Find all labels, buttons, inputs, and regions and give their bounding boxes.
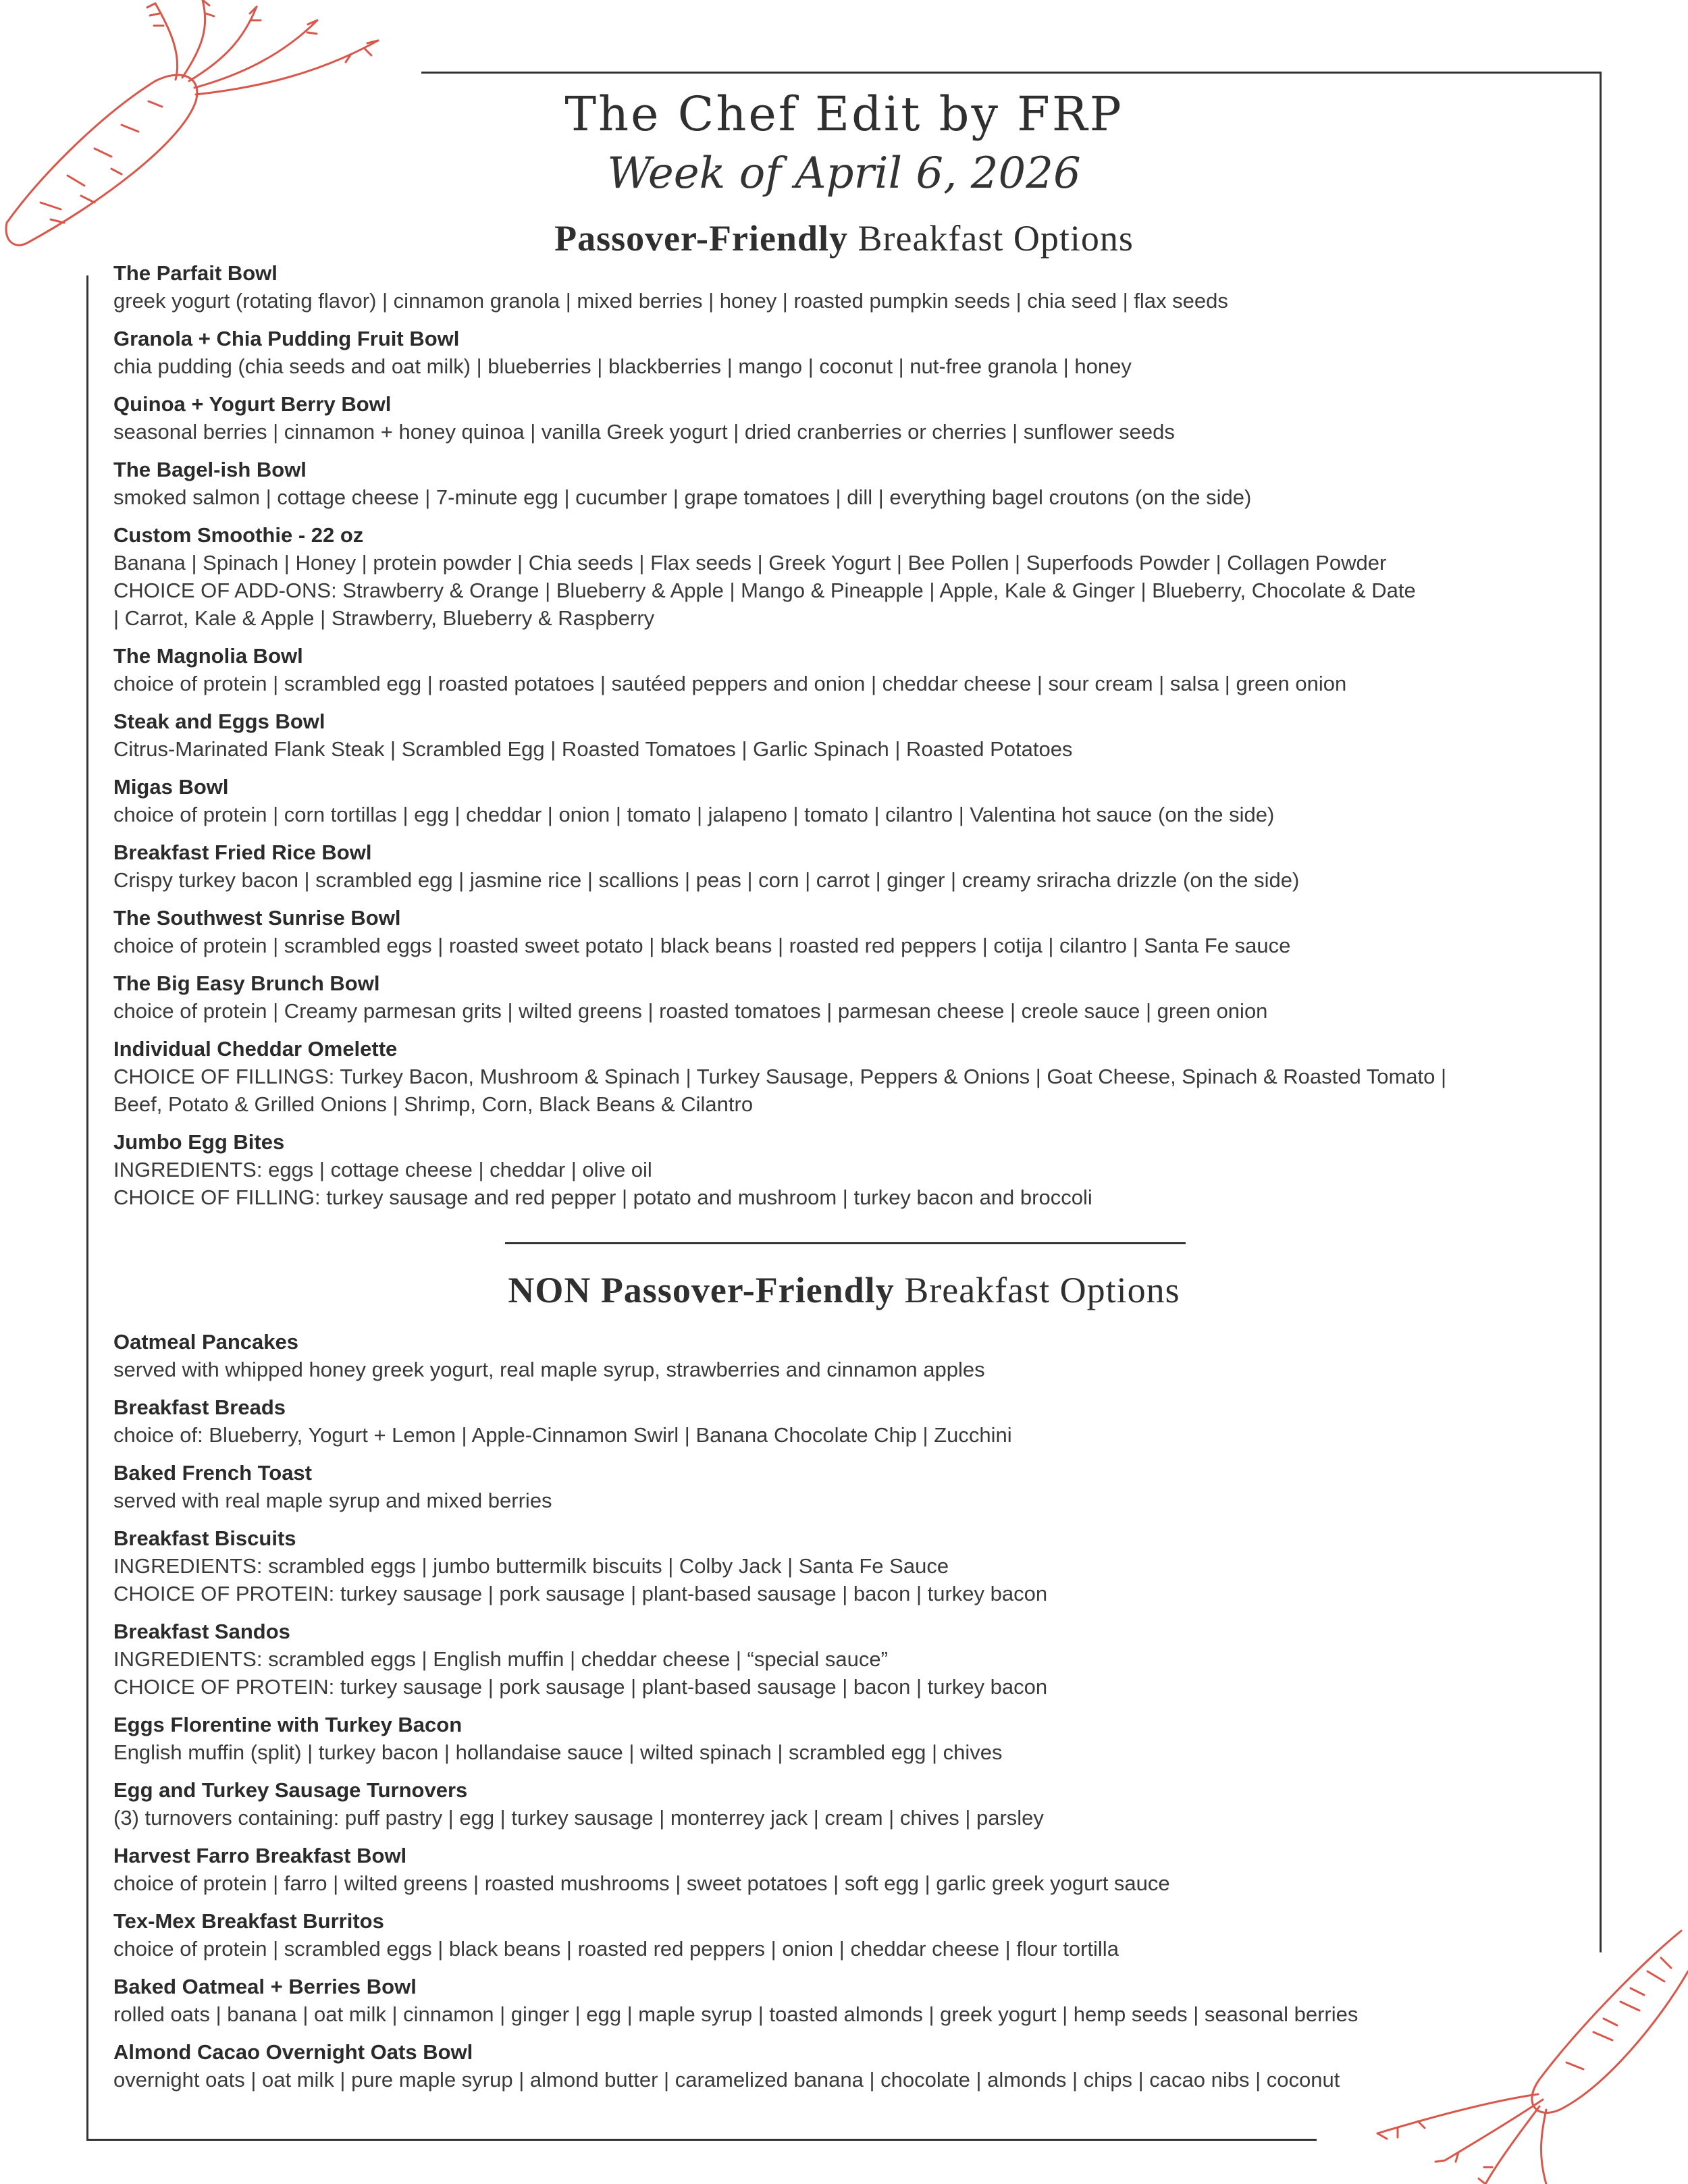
menu-item — [113, 259, 1585, 315]
menu-item-description: overnight oats | oat milk | pure maple syrup | almond butter | caramelized banana | chocolate | almonds | chips | cacao nibs | coconut — [113, 2068, 1340, 2092]
menu-item-description: CHOICE OF FILLING: turkey sausage and red pepper | potato and mushroom | turkey bacon and broccoli — [113, 1186, 1092, 1209]
menu-item-name: Baked Oatmeal + Berries Bowl — [113, 1975, 417, 1998]
menu-item — [113, 1907, 1585, 1963]
menu-item-description: INGREDIENTS: eggs | cottage cheese | cheddar | olive oil — [113, 1158, 652, 1181]
menu-item-description: choice of protein | Creamy parmesan grits | wilted greens | roasted tomatoes | parmesan cheese | creole sauce | green onion — [113, 999, 1268, 1023]
menu-item — [113, 773, 1585, 828]
menu-item-description: INGREDIENTS: scrambled eggs | jumbo buttermilk biscuits | Colby Jack | Santa Fe Sauce — [113, 1554, 949, 1578]
menu-list-non-passover — [113, 1328, 1585, 2104]
menu-item — [113, 1128, 1585, 1211]
menu-item — [113, 969, 1585, 1025]
menu-item-description: smoked salmon | cottage cheese | 7-minute egg | cucumber | grape tomatoes | dill | everything bagel croutons (on the side) — [113, 485, 1252, 509]
menu-item-description: English muffin (split) | turkey bacon | hollandaise sauce | wilted spinach | scrambled egg | chives — [113, 1740, 1003, 1764]
menu-item — [113, 390, 1585, 446]
menu-item-description: CHOICE OF FILLINGS: Turkey Bacon, Mushroom & Spinach | Turkey Sausage, Peppers & Onions | Goat Cheese, Spinach & Roasted Tomato | — [113, 1065, 1447, 1088]
menu-item-description: choice of protein | scrambled eggs | roasted sweet potato | black beans | roasted red peppers | cotija | cilantro | Santa Fe sauce — [113, 934, 1291, 957]
menu-item — [113, 1711, 1585, 1766]
menu-item-name: Harvest Farro Breakfast Bowl — [113, 1844, 407, 1867]
menu-item-name: Breakfast Biscuits — [113, 1526, 296, 1550]
menu-item — [113, 1524, 1585, 1607]
section-heading-bold: NON Passover-Friendly — [508, 1270, 895, 1310]
menu-item — [113, 456, 1585, 511]
menu-item-description: Crispy turkey bacon | scrambled egg | jasmine rice | scallions | peas | corn | carrot | ginger | creamy sriracha drizzle (on the side) — [113, 868, 1300, 892]
section-heading-non-passover — [0, 1269, 1688, 1311]
menu-item-name: Oatmeal Pancakes — [113, 1330, 299, 1354]
menu-item-name: The Bagel-ish Bowl — [113, 458, 307, 481]
menu-item-name: Migas Bowl — [113, 775, 229, 799]
section-heading-passover — [0, 217, 1688, 259]
section-divider — [505, 1242, 1186, 1244]
menu-item-description: choice of protein | farro | wilted greens | roasted mushrooms | sweet potatoes | soft egg | garlic greek yogurt sauce — [113, 1871, 1170, 1895]
frame-right-border — [1600, 72, 1602, 1952]
menu-item-name: Jumbo Egg Bites — [113, 1130, 285, 1154]
menu-item-description: rolled oats | banana | oat milk | cinnamon | ginger | egg | maple syrup | toasted almonds | greek yogurt | hemp seeds | seasonal berries — [113, 2002, 1359, 2026]
menu-item-description: chia pudding (chia seeds and oat milk) | blueberries | blackberries | mango | coconut | nut-free granola | honey — [113, 354, 1132, 378]
menu-item — [113, 642, 1585, 697]
menu-item-name: Granola + Chia Pudding Fruit Bowl — [113, 327, 460, 350]
menu-item-name: Baked French Toast — [113, 1461, 313, 1485]
menu-item — [113, 1393, 1585, 1449]
menu-item — [113, 708, 1585, 763]
menu-item-description: choice of protein | scrambled eggs | black beans | roasted red peppers | onion | cheddar cheese | flour tortilla — [113, 1937, 1119, 1961]
frame-left-border — [86, 275, 88, 2141]
menu-item-name: Quinoa + Yogurt Berry Bowl — [113, 392, 392, 416]
menu-item-description: CHOICE OF PROTEIN: turkey sausage | pork sausage | plant-based sausage | bacon | turkey bacon — [113, 1582, 1048, 1605]
menu-item-name: Eggs Florentine with Turkey Bacon — [113, 1713, 463, 1736]
menu-item-description: CHOICE OF PROTEIN: turkey sausage | pork sausage | plant-based sausage | bacon | turkey bacon — [113, 1675, 1048, 1699]
menu-list-passover — [113, 259, 1585, 1221]
menu-item — [113, 1776, 1585, 1832]
menu-item-name: Steak and Eggs Bowl — [113, 710, 325, 733]
menu-item — [113, 904, 1585, 959]
menu-item-description: (3) turnovers containing: puff pastry | egg | turkey sausage | monterrey jack | cream | chives | parsley — [113, 1806, 1044, 1830]
menu-item-name: Breakfast Fried Rice Bowl — [113, 841, 372, 864]
menu-item-description: seasonal berries | cinnamon + honey quinoa | vanilla Greek yogurt | dried cranberries or cherries | sunflower seeds — [113, 420, 1175, 444]
menu-item — [113, 1035, 1585, 1118]
menu-item-description: INGREDIENTS: scrambled eggs | English muffin | cheddar cheese | “special sauce” — [113, 1647, 888, 1671]
menu-item-name: Individual Cheddar Omelette — [113, 1037, 398, 1061]
menu-item-description: Beef, Potato & Grilled Onions | Shrimp, Corn, Black Beans & Cilantro — [113, 1092, 754, 1116]
menu-item-description: Banana | Spinach | Honey | protein powder | Chia seeds | Flax seeds | Greek Yogurt | Bee Pollen | Superfoods Powder | Collagen Powder — [113, 551, 1387, 575]
page-title: The Chef Edit by FRP — [564, 86, 1124, 142]
menu-item-name: Custom Smoothie - 22 oz — [113, 523, 364, 547]
frame-top-border — [421, 72, 1602, 74]
menu-item-name: Almond Cacao Overnight Oats Bowl — [113, 2040, 473, 2064]
menu-item-name: The Magnolia Bowl — [113, 644, 303, 668]
section-heading-rest: Breakfast Options — [894, 1270, 1180, 1310]
menu-item — [113, 1618, 1585, 1701]
menu-item-description: choice of protein | scrambled egg | roasted potatoes | sautéed peppers and onion | cheddar cheese | sour cream | salsa | green onion — [113, 672, 1347, 695]
menu-item — [113, 1459, 1585, 1514]
menu-item-description: choice of protein | corn tortillas | egg | cheddar | onion | tomato | jalapeno | tomato | cilantro | Valentina hot sauce (on the side) — [113, 803, 1275, 826]
menu-item-name: Breakfast Breads — [113, 1395, 286, 1419]
menu-item-name: The Parfait Bowl — [113, 261, 278, 285]
week-subtitle: Week of April 6, 2026 — [607, 149, 1081, 198]
menu-item-name: The Big Easy Brunch Bowl — [113, 971, 380, 995]
menu-item — [113, 325, 1585, 380]
section-heading-bold: Passover-Friendly — [554, 218, 848, 259]
menu-item-description: greek yogurt (rotating flavor) | cinnamon granola | mixed berries | honey | roasted pumpkin seeds | chia seed | flax seeds — [113, 289, 1228, 313]
menu-item-description: choice of: Blueberry, Yogurt + Lemon | Apple-Cinnamon Swirl | Banana Chocolate Chip | Zucchini — [113, 1423, 1012, 1447]
menu-item-name: Breakfast Sandos — [113, 1620, 290, 1643]
menu-item-name: The Southwest Sunrise Bowl — [113, 906, 401, 930]
menu-item — [113, 1328, 1585, 1383]
menu-item-description: | Carrot, Kale & Apple | Strawberry, Blueberry & Raspberry — [113, 606, 655, 630]
menu-item-description: served with real maple syrup and mixed berries — [113, 1489, 552, 1512]
menu-item-name: Egg and Turkey Sausage Turnovers — [113, 1778, 468, 1802]
menu-item — [113, 1842, 1585, 1897]
menu-item — [113, 838, 1585, 894]
frame-bottom-border — [86, 2139, 1317, 2141]
menu-item — [113, 2038, 1585, 2094]
menu-item-name: Tex-Mex Breakfast Burritos — [113, 1909, 384, 1933]
menu-item-description: served with whipped honey greek yogurt, real maple syrup, strawberries and cinnamon apples — [113, 1358, 985, 1381]
section-heading-rest: Breakfast Options — [848, 218, 1134, 259]
menu-item — [113, 521, 1585, 632]
menu-item-description: Citrus-Marinated Flank Steak | Scrambled Egg | Roasted Tomatoes | Garlic Spinach | Roasted Potatoes — [113, 737, 1073, 761]
menu-item-description: CHOICE OF ADD-ONS: Strawberry & Orange | Blueberry & Apple | Mango & Pineapple | Apple, Kale & Ginger | Blueberry, Chocolate & Date — [113, 579, 1416, 602]
menu-item — [113, 1973, 1585, 2028]
